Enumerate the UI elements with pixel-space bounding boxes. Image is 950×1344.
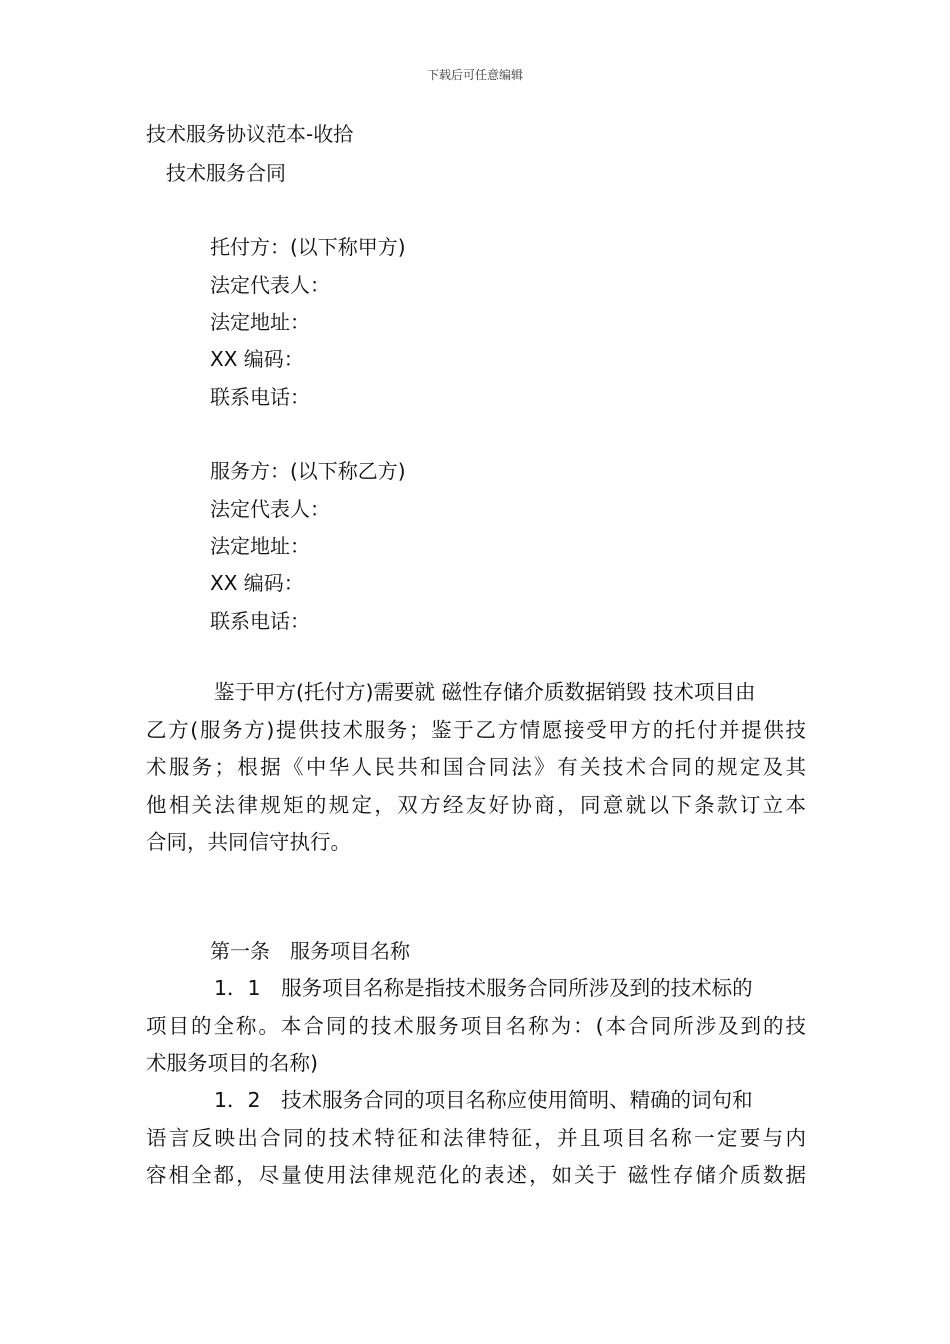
- party-b-representative: 法定代表人：: [210, 497, 330, 521]
- party-b-label: 服务方：(以下称乙方): [210, 459, 406, 483]
- party-a-representative: 法定代表人：: [210, 273, 330, 297]
- clause-line: 1．1 服务项目名称是指技术服务合同所涉及到的技术标的: [214, 976, 753, 1000]
- page-header-note: 下载后可任意编辑: [426, 68, 523, 82]
- preamble-line: 鉴于甲方(托付方)需要就 磁性存储介质数据销毁 技术项目由: [214, 680, 756, 704]
- party-a-phone: 联系电话：: [210, 385, 310, 409]
- preamble-line: 术服务；根据《中华人民共和国合同法》有关技术合同的规定及其: [146, 755, 806, 779]
- clause-1-1: [146, 970, 806, 1083]
- clause-line: 语言反映出合同的技术特征和法律特征，并且项目名称一定要与内: [146, 1125, 806, 1150]
- preamble-line: 乙方(服务方)提供技术服务；鉴于乙方情愿接受甲方的托付并提供技: [146, 717, 806, 742]
- article-1-title: 第一条 服务项目名称: [210, 939, 410, 963]
- preamble-line: 合同，共同信守执行。: [146, 830, 351, 854]
- party-a-postcode: XX 编码：: [210, 347, 304, 371]
- contract-title: 技术服务合同: [166, 161, 286, 185]
- party-b-postcode: XX 编码：: [210, 571, 304, 595]
- clause-line: 项目的全称。本合同的技术服务项目名称为：(本合同所涉及到的技: [146, 1013, 806, 1038]
- clause-line: 1．2 技术服务合同的项目名称应使用简明、精确的词句和: [214, 1088, 753, 1112]
- party-b-address: 法定地址：: [210, 534, 310, 558]
- party-b-phone: 联系电话：: [210, 609, 310, 633]
- party-a-address: 法定地址：: [210, 310, 310, 334]
- document-title: 技术服务协议范本-收拾: [146, 122, 354, 146]
- preamble-paragraph: [146, 674, 806, 862]
- clause-1-2: [146, 1082, 806, 1195]
- clause-line: 术服务项目的名称): [146, 1051, 318, 1075]
- party-a-label: 托付方：(以下称甲方): [210, 235, 406, 259]
- preamble-line: 他相关法律规矩的规定，双方经友好协商，同意就以下条款订立本: [146, 792, 806, 817]
- clause-line: 容相全都，尽量使用法律规范化的表述，如关于 磁性存储介质数据: [146, 1163, 806, 1187]
